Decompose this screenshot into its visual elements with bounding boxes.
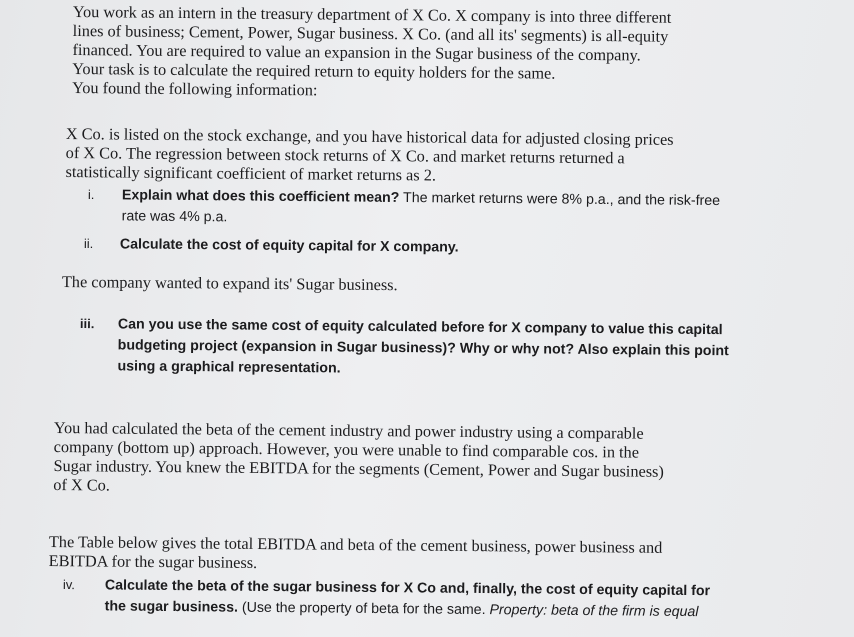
question-line: Can you use the same cost of equity calculated before for X company to value this capital <box>117 316 723 339</box>
regression-line: statistically significant coefficient of market returns as 2. <box>65 161 437 185</box>
question-text-line2: rate was 4% p.a. <box>121 208 228 226</box>
expansion-paragraph <box>62 272 398 294</box>
table-intro-line: EBITDA for the sugar business. <box>48 550 258 572</box>
beta-paragraph <box>53 418 664 500</box>
question-bold-text: Explain what does this coefficient mean? <box>121 187 400 206</box>
question-number: ii. <box>83 235 94 252</box>
table-intro-line: The Table below gives the total EBITDA and beta of the cement business, power business and <box>48 532 663 557</box>
beta-line: Sugar industry. You knew the EBITDA for the segments (Cement, Power and Sugar business) <box>53 455 664 481</box>
intro-line: You work as an intern in the treasury department of X Co. X company is into three different <box>72 2 672 27</box>
beta-line: company (bottom up) approach. However, you were unable to find comparable cos. in the <box>53 436 640 462</box>
intro-line: financed. You are required to value an expansion in the Sugar business of the company. <box>72 39 641 65</box>
regression-line: X Co. is listed on the stock exchange, and you have historical data for adjusted closing prices <box>65 124 674 149</box>
intro-paragraph <box>72 2 671 103</box>
intro-line: Your task is to calculate the required return to equity holders for the same. <box>72 58 556 83</box>
question-number: iii. <box>79 315 95 332</box>
question-number: i. <box>87 186 95 203</box>
question-plain-text: The market returns were 8% p.a., and the risk-free <box>399 189 721 210</box>
intro-line: You found the following information: <box>72 77 318 100</box>
question-italic-text: Property: beta of the firm is equal <box>489 602 699 621</box>
intro-line: lines of business; Cement, Power, Sugar business. X Co. (and all its' segments) is all-equity <box>72 20 669 46</box>
question-line: using a graphical representation. <box>117 358 341 377</box>
beta-line: of X Co. <box>53 474 110 495</box>
question-text-line2 <box>105 596 699 623</box>
question-bold-text: the sugar business. <box>104 598 239 616</box>
expansion-line: The company wanted to expand its' Sugar business. <box>61 272 398 295</box>
question-number: iv. <box>62 576 76 593</box>
table-intro-paragraph <box>49 532 663 576</box>
question-plain-text: (Use the property of beta for the same. <box>237 599 490 619</box>
regression-line: of X Co. The regression between stock returns of X Co. and market returns returned a <box>65 142 625 168</box>
question-bold-text: Calculate the cost of equity capital for X company. <box>119 236 459 256</box>
beta-line: You had calculated the beta of the cement industry and power industry using a comparable <box>53 418 644 443</box>
question-bold-text <box>117 314 729 383</box>
question-line: budgeting project (expansion in Sugar business)? Why or why not? Also explain this point <box>117 337 729 360</box>
question-bold-text: Calculate the beta of the sugar business for X Co and, finally, the cost of equity capital for <box>104 577 711 600</box>
regression-paragraph <box>65 124 673 187</box>
